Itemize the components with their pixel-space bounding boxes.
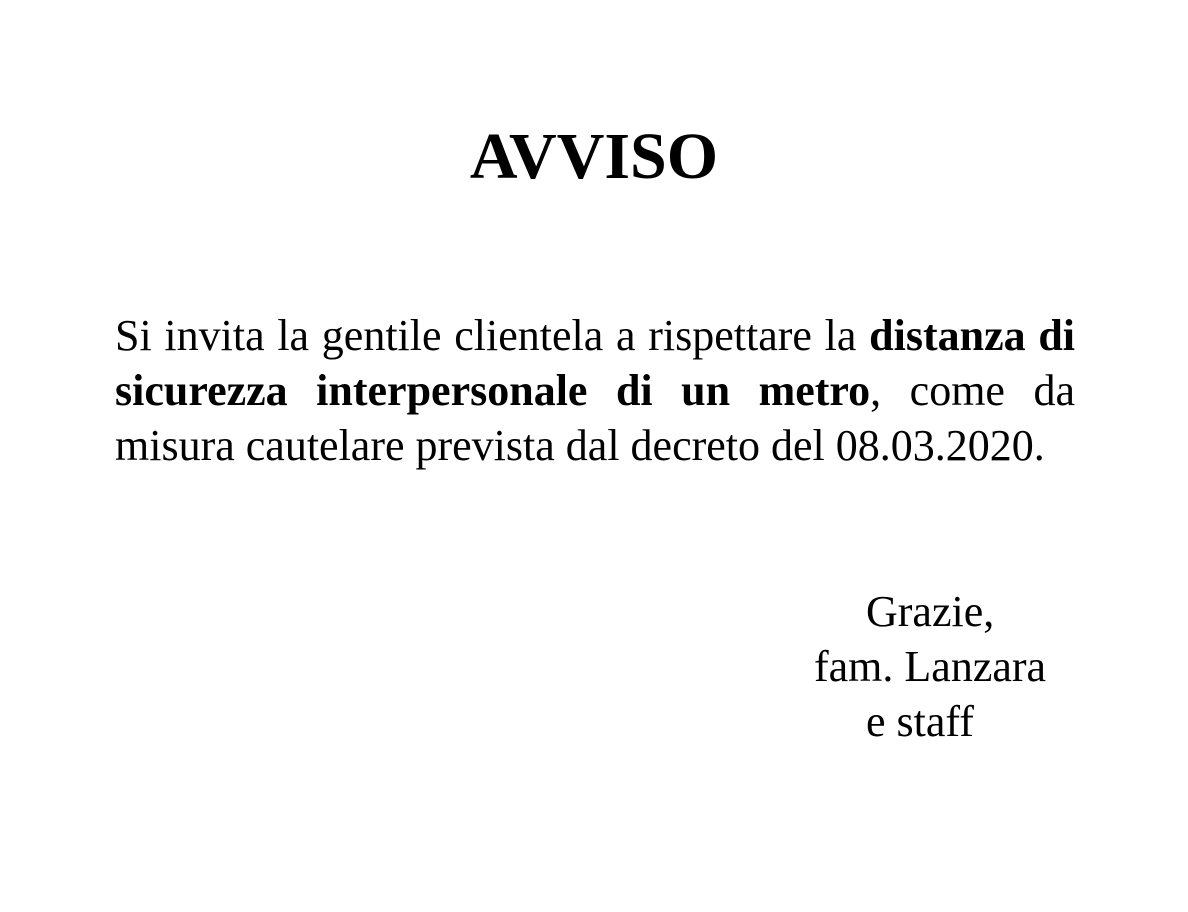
body-intro: Si invita la gentile clientela a rispettare la (115, 311, 857, 360)
notice-title: AVVISO (469, 120, 719, 193)
signature-staff: e staff (866, 697, 974, 746)
notice-body (115, 308, 1075, 473)
signature-thanks: Grazie, (866, 587, 995, 636)
signature-family: fam. Lanzara (814, 642, 1047, 691)
signature-block (780, 584, 1090, 749)
body-emphasis: distanza di sicurezza interpersonale di un metro (115, 311, 1076, 415)
body-outro: , come da misura cautelare prevista dal decreto del 08.03.2020. (115, 366, 1075, 470)
